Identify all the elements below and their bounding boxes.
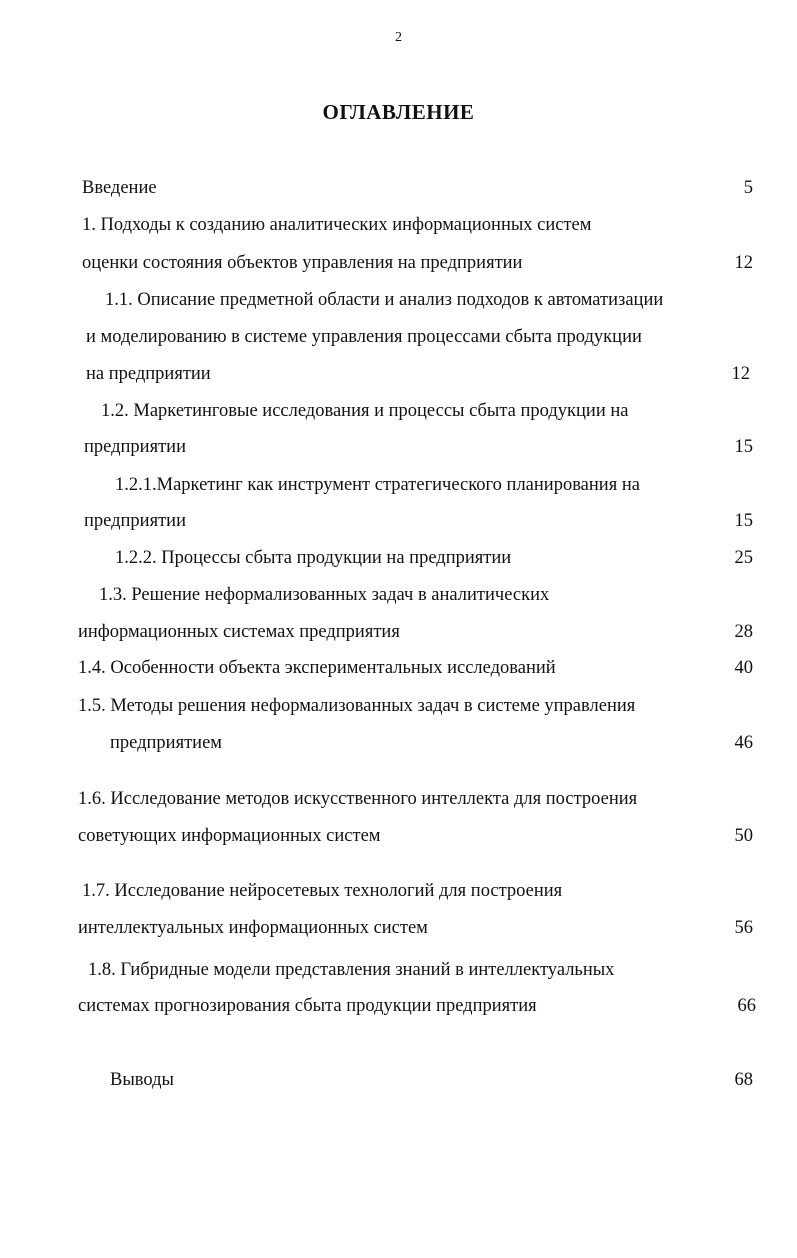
toc-entry-1-1-line3: на предприятии — [86, 364, 211, 384]
toc-entry-1-6-line1: 1.6. Исследование методов искусственного интеллекта для построения — [78, 789, 638, 809]
toc-entry-1-7-line2: интеллектуальных информационных систем — [78, 918, 428, 938]
toc-entry-1-8-line2: системах прогнозирования сбыта продукции предприятия — [78, 996, 537, 1016]
toc-entry-1-5-line1: 1.5. Методы решения неформализованных задач в системе управления — [78, 696, 636, 716]
toc-page-1: 12 — [734, 253, 753, 273]
toc-entry-1-1-line1: 1.1. Описание предметной области и анализ подходов к автоматизации — [105, 290, 664, 310]
toc-entry-1-5-line2: предприятием — [110, 733, 222, 753]
page-number: 2 — [395, 30, 402, 45]
toc-page-1-4: 40 — [734, 658, 753, 678]
toc-entry-1-3-line1: 1.3. Решение неформализованных задач в аналитических — [99, 585, 550, 605]
toc-entry-1-2-line2: предприятии — [84, 437, 186, 457]
toc-entry-1-4: 1.4. Особенности объекта экспериментальных исследований — [78, 658, 556, 678]
toc-page-1-3: 28 — [734, 622, 753, 642]
toc-page-1-6: 50 — [734, 826, 753, 846]
toc-entry-1-6-line2: советующих информационных систем — [78, 826, 381, 846]
toc-entry-1-line2: оценки состояния объектов управления на предприятии — [82, 253, 523, 273]
toc-page-intro: 5 — [743, 178, 753, 198]
toc-page-1-2: 15 — [734, 437, 753, 457]
toc-entry-1-2-1-line1: 1.2.1.Маркетинг как инструмент стратегического планирования на — [115, 475, 640, 495]
toc-entry-1-7-line1: 1.7. Исследование нейросетевых технологий для построения — [82, 881, 563, 901]
toc-page-1-2-2: 25 — [734, 548, 753, 568]
toc-page-conclusions: 68 — [734, 1070, 753, 1090]
toc-page-1-7: 56 — [734, 918, 753, 938]
toc-entry-1-8-line1: 1.8. Гибридные модели представления знаний в интеллектуальных — [88, 960, 615, 980]
toc-page-1-2-1: 15 — [734, 511, 753, 531]
toc-entry-1-3-line2: информационных системах предприятия — [78, 622, 400, 642]
toc-entry-1-line1: 1. Подходы к созданию аналитических информационных систем — [82, 215, 592, 235]
toc-title: ОГЛАВЛЕНИЕ — [322, 100, 475, 124]
toc-page-1-1: 12 — [731, 364, 750, 384]
toc-page-1-8: 66 — [737, 996, 756, 1016]
toc-entry-1-1-line2: и моделированию в системе управления процессами сбыта продукции — [86, 327, 642, 347]
toc-entry-1-2-line1: 1.2. Маркетинговые исследования и процессы сбыта продукции на — [101, 401, 629, 421]
toc-entry-intro: Введение — [82, 178, 157, 198]
toc-entry-conclusions: Выводы — [110, 1070, 174, 1090]
toc-entry-1-2-1-line2: предприятии — [84, 511, 186, 531]
toc-entry-1-2-2: 1.2.2. Процессы сбыта продукции на предприятии — [115, 548, 512, 568]
toc-page-1-5: 46 — [734, 733, 753, 753]
